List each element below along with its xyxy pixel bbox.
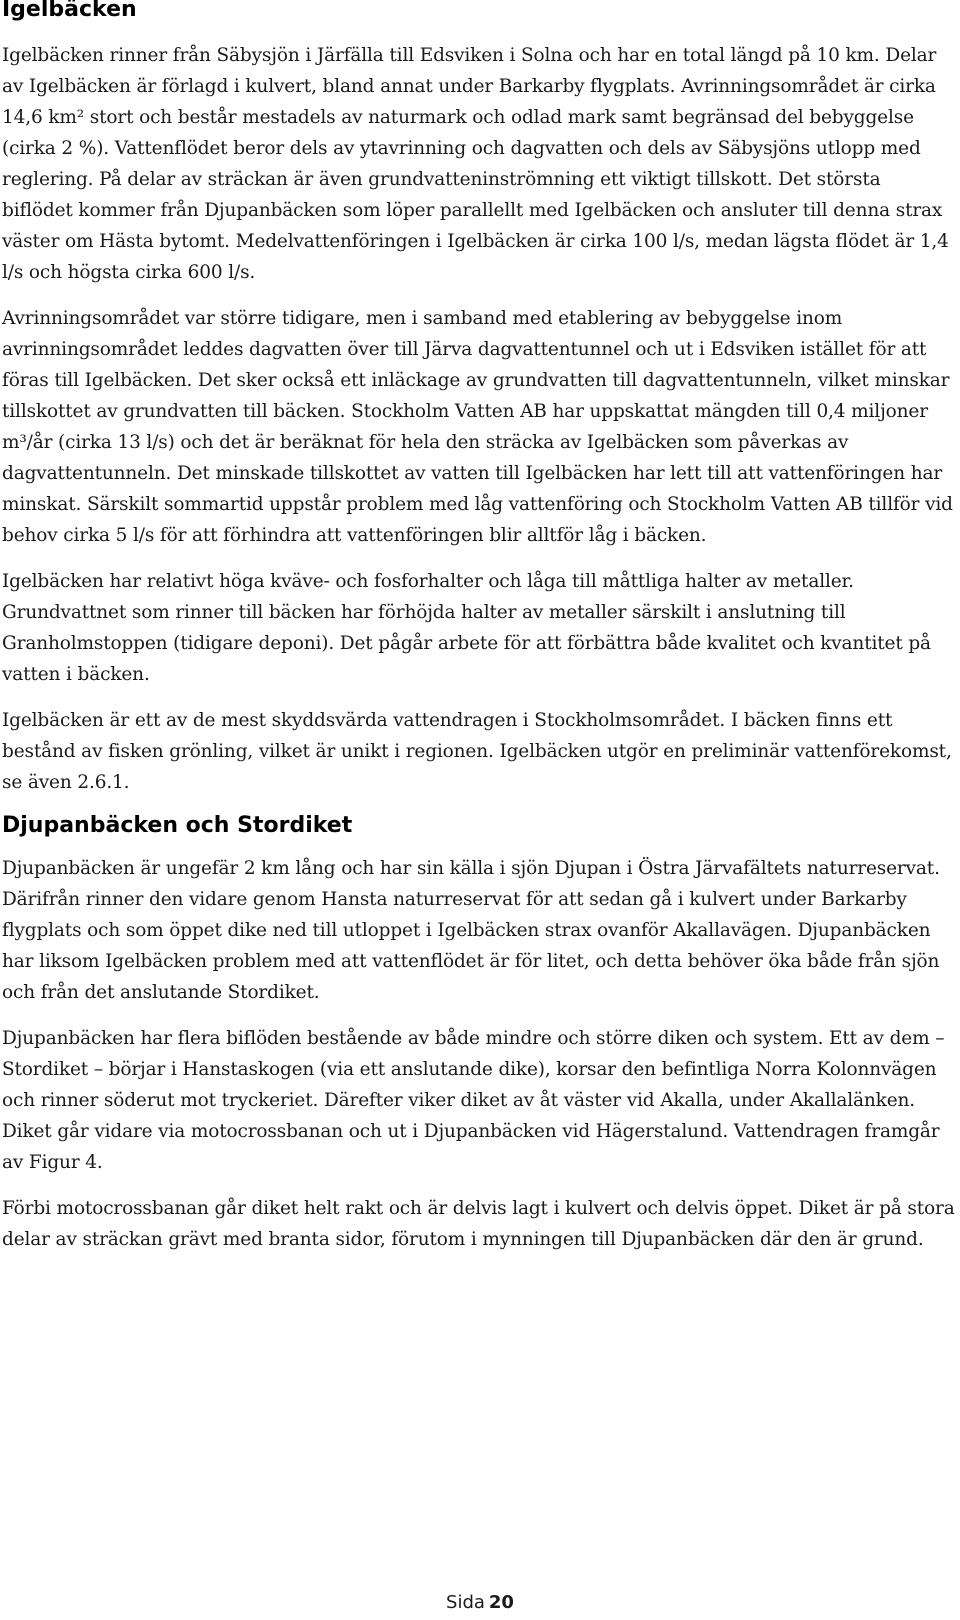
paragraph-djupanbacken-3: Förbi motocrossbanan går diket helt rakt och är delvis lagt i kulvert och delvis öppet. Diket är på stora delar av sträckan grävt med branta sidor, förutom i mynningen till Djupanbäcken där den är grund.	[2, 1198, 955, 1250]
paragraph-djupanbacken-1: Djupanbäcken är ungefär 2 km lång och har sin källa i sjön Djupan i Östra Järvafältets naturreservat. Därifrån rinner den vidare genom Hansta naturreservat för att sedan gå i kulvert under Barkarby flygplats och som öppet dike ned till utloppet i Igelbäcken strax ovanför Akallavägen. Djupanbäcken har liksom Igelbäcken problem med att vattenflödet är för litet, och detta behöver öka både från sjön och från det anslutande Stordiket.	[2, 858, 940, 1003]
paragraph-djupanbacken-2: Djupanbäcken har flera biflöden bestående av både mindre och större diken och system. Ett av dem – Stordiket – börjar i Hanstaskogen (via ett anslutande dike), korsar den befintliga Norra Kolonnvägen och rinner söderut mot tryckeriet. Därefter viker diket av åt väster vid Akalla, under Akallalänken. Diket går vidare via motocrossbanan och ut i Djupanbäcken vid Hägerstalund. Vattendragen framgår av Figur 4.	[2, 1028, 945, 1173]
page-footer	[0, 1592, 960, 1614]
section-heading-djupanbacken: Djupanbäcken och Stordiket	[2, 813, 353, 838]
footer-page-number: 20	[488, 1592, 514, 1613]
paragraph-igelbacken-2: Avrinningsområdet var större tidigare, men i samband med etablering av bebyggelse inom avrinningsområdet leddes dagvatten över till Järva dagvattentunnel och ut i Edsviken istället för att föras till Igelbäcken. Det sker också ett inläckage av grundvatten till dagvattentunneln, vilket minskar tillskottet av grundvatten till bäcken. Stockholm Vatten AB har uppskattat mängden till 0,4 miljoner m³/år (cirka 13 l/s) och det är beräknat för hela den sträcka av Igelbäcken som påverkas av dagvattentunneln. Det minskade tillskottet av vatten till Igelbäcken har lett till att vattenföringen har minskat. Särskilt sommartid uppstår problem med låg vattenföring och Stockholm Vatten AB tillför vid behov cirka 5 l/s för att förhindra att vattenföringen blir alltför låg i bäcken.	[2, 308, 953, 546]
paragraph-igelbacken-3: Igelbäcken har relativt höga kväve- och fosforhalter och låga till måttliga halter av metaller. Grundvattnet som rinner till bäcken har förhöjda halter av metaller särskilt i anslutning till Granholmstoppen (tidigare deponi). Det pågår arbete för att förbättra både kvalitet och kvantitet på vatten i bäcken.	[2, 571, 931, 685]
paragraph-igelbacken-4: Igelbäcken är ett av de mest skyddsvärda vattendragen i Stockholmsområdet. I bäcken finns ett bestånd av fisken grönling, vilket är unikt i regionen. Igelbäcken utgör en preliminär vattenförekomst, se även 2.6.1.	[2, 710, 952, 793]
page-content	[2, 0, 956, 1270]
footer-page-label: Sida	[446, 1592, 485, 1613]
section-heading-igelbacken: Igelbäcken	[2, 0, 137, 22]
paragraph-igelbacken-1: Igelbäcken rinner från Säbysjön i Järfälla till Edsviken i Solna och har en total längd på 10 km. Delar av Igelbäcken är förlagd i kulvert, bland annat under Barkarby flygplats. Avrinningsområdet är cirka 14,6 km² stort och består mestadels av naturmark och odlad mark samt begränsad del bebyggelse (cirka 2 %). Vattenflödet beror dels av ytavrinning och dagvatten och dels av Säbysjöns utlopp med reglering. På delar av sträckan är även grundvatteninströmning ett viktigt tillskott. Det största biflödet kommer från Djupanbäcken som löper parallellt med Igelbäcken och ansluter till denna strax väster om Hästa bytomt. Medelvattenföringen i Igelbäcken är cirka 100 l/s, medan lägsta flödet är 1,4 l/s och högsta cirka 600 l/s.	[2, 45, 949, 283]
